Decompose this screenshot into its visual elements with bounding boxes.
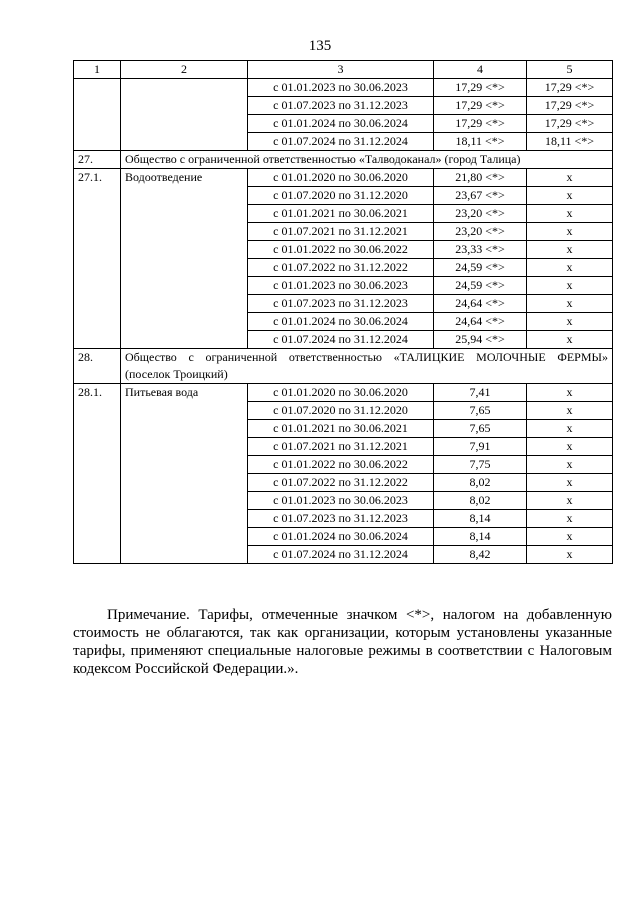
header-col-2: 2: [121, 61, 248, 79]
tariff-cell: 8,42: [434, 546, 527, 564]
service-number: 27.1.: [74, 169, 121, 349]
tariff-cell: x: [527, 474, 613, 492]
tariff-cell: 23,33 <*>: [434, 241, 527, 259]
period-cell: с 01.01.2022 по 30.06.2022: [248, 456, 434, 474]
org-number: 28.: [74, 349, 121, 384]
service-name: Питьевая вода: [121, 384, 248, 564]
tariff-cell: 7,75: [434, 456, 527, 474]
service-number: 28.1.: [74, 384, 121, 564]
org-name-line-2: (поселок Троицкий): [125, 367, 228, 381]
tariff-cell: x: [527, 223, 613, 241]
tariff-cell: x: [527, 384, 613, 402]
period-cell: с 01.01.2021 по 30.06.2021: [248, 420, 434, 438]
period-cell: с 01.07.2023 по 31.12.2023: [248, 97, 434, 115]
period-cell: с 01.07.2024 по 31.12.2024: [248, 331, 434, 349]
period-cell: с 01.07.2024 по 31.12.2024: [248, 546, 434, 564]
tariff-cell: x: [527, 295, 613, 313]
period-cell: с 01.01.2022 по 30.06.2022: [248, 241, 434, 259]
period-cell: с 01.07.2020 по 31.12.2020: [248, 187, 434, 205]
page-number: 135: [308, 38, 332, 54]
tariff-cell: 21,80 <*>: [434, 169, 527, 187]
tariff-cell: 8,14: [434, 528, 527, 546]
tariff-cell: 7,65: [434, 420, 527, 438]
table-row: [74, 79, 613, 97]
tariff-cell: 25,94 <*>: [434, 331, 527, 349]
period-cell: с 01.01.2020 по 30.06.2020: [248, 384, 434, 402]
tariff-cell: 23,20 <*>: [434, 223, 527, 241]
header-col-3: 3: [248, 61, 434, 79]
tariff-table-body: [74, 61, 613, 564]
continuation-name-cell: [121, 79, 248, 151]
org-name: [121, 349, 613, 384]
tariff-cell: x: [527, 528, 613, 546]
tariff-cell: 7,91: [434, 438, 527, 456]
tariff-cell: 23,20 <*>: [434, 205, 527, 223]
tariff-cell: 17,29 <*>: [434, 115, 527, 133]
period-cell: с 01.01.2023 по 30.06.2023: [248, 277, 434, 295]
tariff-cell: 7,41: [434, 384, 527, 402]
org-name-line-1: Общество с ограниченной ответственностью «ТАЛИЦКИЕ МОЛОЧНЫЕ ФЕРМЫ»: [125, 350, 608, 364]
header-row: [74, 61, 613, 79]
period-cell: с 01.07.2023 по 31.12.2023: [248, 295, 434, 313]
tariff-cell: x: [527, 456, 613, 474]
tariff-cell: 24,59 <*>: [434, 259, 527, 277]
tariff-cell: 18,11 <*>: [434, 133, 527, 151]
header-col-1: 1: [74, 61, 121, 79]
tariff-cell: x: [527, 241, 613, 259]
tariff-cell: 17,29 <*>: [434, 79, 527, 97]
org-row: [74, 151, 613, 169]
org-number: 27.: [74, 151, 121, 169]
tariff-cell: x: [527, 205, 613, 223]
tariff-cell: 24,64 <*>: [434, 313, 527, 331]
tariff-cell: 24,59 <*>: [434, 277, 527, 295]
table-row: [74, 384, 613, 402]
tariff-cell: 17,29 <*>: [527, 115, 613, 133]
period-cell: с 01.01.2023 по 30.06.2023: [248, 492, 434, 510]
tariff-cell: 17,29 <*>: [434, 97, 527, 115]
header-col-5: 5: [527, 61, 613, 79]
period-cell: с 01.01.2020 по 30.06.2020: [248, 169, 434, 187]
tariff-cell: x: [527, 331, 613, 349]
tariff-table: [73, 60, 613, 564]
period-cell: с 01.07.2022 по 31.12.2022: [248, 474, 434, 492]
period-cell: с 01.07.2021 по 31.12.2021: [248, 223, 434, 241]
period-cell: с 01.07.2022 по 31.12.2022: [248, 259, 434, 277]
org-row: [74, 349, 613, 384]
header-col-4: 4: [434, 61, 527, 79]
tariff-cell: 17,29 <*>: [527, 79, 613, 97]
tariff-cell: x: [527, 546, 613, 564]
tariff-cell: x: [527, 169, 613, 187]
note-section: [73, 606, 612, 678]
continuation-num-cell: [74, 79, 121, 151]
tariff-cell: 7,65: [434, 402, 527, 420]
period-cell: с 01.07.2021 по 31.12.2021: [248, 438, 434, 456]
note-text: Примечание. Тарифы, отмеченные значком <*>, налогом на добавленную стоимость не облагаются, так как организации, которым установлены указанные тарифы, применяют специальные налоговые режимы в соответствии с Налоговым кодексом Российской Федерации.».: [73, 607, 612, 677]
tariff-cell: 23,67 <*>: [434, 187, 527, 205]
period-cell: с 01.01.2023 по 30.06.2023: [248, 79, 434, 97]
tariff-cell: 8,02: [434, 492, 527, 510]
tariff-cell: 24,64 <*>: [434, 295, 527, 313]
tariff-cell: x: [527, 510, 613, 528]
period-cell: с 01.01.2024 по 30.06.2024: [248, 313, 434, 331]
org-name: Общество с ограниченной ответственностью «Талводоканал» (город Талица): [121, 151, 613, 169]
period-cell: с 01.07.2024 по 31.12.2024: [248, 133, 434, 151]
tariff-cell: x: [527, 420, 613, 438]
tariff-cell: x: [527, 313, 613, 331]
period-cell: с 01.01.2021 по 30.06.2021: [248, 205, 434, 223]
period-cell: с 01.01.2024 по 30.06.2024: [248, 115, 434, 133]
tariff-cell: 8,14: [434, 510, 527, 528]
tariff-cell: x: [527, 438, 613, 456]
service-name: Водоотведение: [121, 169, 248, 349]
period-cell: с 01.07.2020 по 31.12.2020: [248, 402, 434, 420]
tariff-cell: 18,11 <*>: [527, 133, 613, 151]
tariff-cell: x: [527, 402, 613, 420]
tariff-cell: x: [527, 277, 613, 295]
tariff-cell: 17,29 <*>: [527, 97, 613, 115]
tariff-cell: x: [527, 187, 613, 205]
tariff-cell: x: [527, 492, 613, 510]
tariff-cell: 8,02: [434, 474, 527, 492]
table-row: [74, 169, 613, 187]
tariff-cell: x: [527, 259, 613, 277]
period-cell: с 01.01.2024 по 30.06.2024: [248, 528, 434, 546]
period-cell: с 01.07.2023 по 31.12.2023: [248, 510, 434, 528]
